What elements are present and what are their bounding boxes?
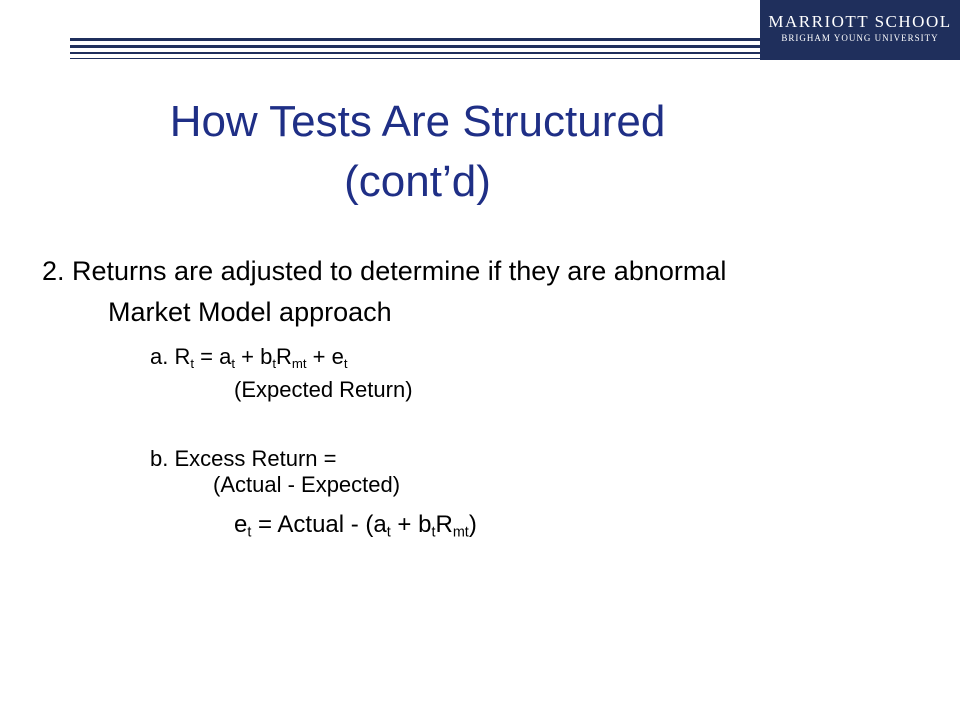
slide-title-line1: How Tests Are Structured <box>169 97 666 146</box>
school-logo <box>760 0 960 60</box>
eq-r: R <box>435 511 453 538</box>
e-subscript: t <box>343 355 348 371</box>
r-subscript: t <box>190 355 195 371</box>
market-model-heading: Market Model approach <box>108 297 392 327</box>
eq-close: ) <box>468 511 477 538</box>
a-subscript: t <box>231 355 236 371</box>
expected-return-label: (Expected Return) <box>234 377 413 402</box>
eq-e-subscript: t <box>247 524 252 541</box>
point-2-text: 2. Returns are adjusted to determine if they are abnormal <box>42 256 727 286</box>
excess-return-equation <box>234 511 477 539</box>
b-subscript: t <box>272 355 276 371</box>
header-stripe <box>70 45 760 48</box>
item-a-eq4: + e <box>306 344 344 369</box>
eq-e: e <box>234 511 248 538</box>
header-stripe <box>70 52 760 54</box>
rm-subscript: mt <box>291 355 307 371</box>
logo-school-name: MARRIOTT SCHOOL <box>768 12 952 31</box>
eq-plus-b: + b <box>390 511 432 538</box>
eq-mid: = Actual - (a <box>251 511 387 538</box>
eq-rm-subscript: mt <box>452 524 469 541</box>
item-a-eq2: + b <box>235 344 273 369</box>
eq-a-subscript: t <box>386 524 391 541</box>
header-stripe <box>70 58 760 59</box>
item-a-equation <box>150 344 348 370</box>
item-b-text: b. Excess Return = <box>150 446 337 471</box>
eq-b-subscript: t <box>431 524 436 541</box>
item-a-eq1: = a <box>194 344 232 369</box>
slide-title-line2: (cont’d) <box>344 157 491 206</box>
header-stripe <box>70 38 760 41</box>
logo-university-name: BRIGHAM YOUNG UNIVERSITY <box>781 33 939 43</box>
item-a-eq3: R <box>276 344 292 369</box>
actual-expected-label: (Actual - Expected) <box>213 472 401 497</box>
item-a-prefix: a. R <box>150 344 191 369</box>
